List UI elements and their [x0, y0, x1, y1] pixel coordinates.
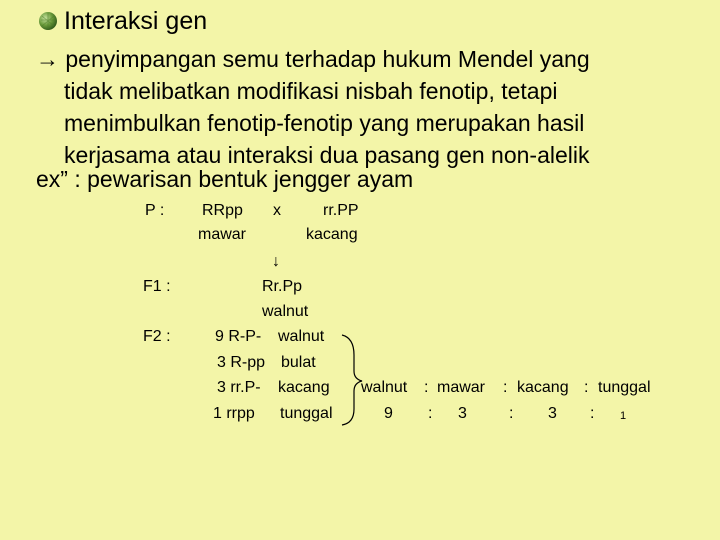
f1-label: F1 : [143, 278, 171, 295]
f2-genotype-3: 3 rr.P- [217, 379, 261, 396]
parent2-phenotype: kacang [306, 226, 358, 243]
ratio-name-mawar: mawar [437, 379, 486, 396]
cross-symbol: x [273, 202, 281, 219]
ratio-separator: : [503, 379, 508, 396]
ratio-separator: : [424, 379, 429, 396]
ratio-value-kacang: 3 [548, 405, 557, 422]
definition-line-1: → penyimpangan semu terhadap hukum Mendel yang [36, 46, 590, 72]
definition-line-4: kerjasama atau interaksi dua pasang gen non-alelik [64, 142, 590, 168]
example-line: ex” : pewarisan bentuk jengger ayam [36, 166, 414, 192]
f2-genotype-1: 9 R-P- [215, 328, 262, 345]
parent2-genotype: rr.PP [323, 202, 359, 219]
f1-phenotype: walnut [262, 303, 309, 320]
ratio-name-tunggal: tunggal [598, 379, 651, 396]
parent1-phenotype: mawar [198, 226, 247, 243]
f2-genotype-2: 3 R-pp [217, 354, 266, 371]
green-sphere-icon [38, 11, 58, 31]
ratio-value-walnut: 9 [384, 405, 393, 422]
down-arrow-icon: ↓ [272, 253, 280, 270]
f2-phenotype-3: kacang [278, 379, 330, 396]
f1-genotype: Rr.Pp [262, 278, 303, 295]
definition-line-3: menimbulkan fenotip-fenotip yang merupakan hasil [64, 110, 585, 136]
slide-title: Interaksi gen [64, 7, 208, 35]
f2-phenotype-2: bulat [281, 354, 316, 371]
ratio-separator: : [509, 405, 514, 422]
f2-phenotype-1: walnut [278, 328, 325, 345]
ratio-name-kacang: kacang [517, 379, 569, 396]
ratio-separator: : [590, 405, 595, 422]
parent1-genotype: RRpp [202, 202, 243, 219]
ratio-value-mawar: 3 [458, 405, 467, 422]
ratio-value-tunggal: 1 [620, 410, 627, 422]
f2-genotype-4: 1 rrpp [213, 405, 255, 422]
definition-line-2: tidak melibatkan modifikasi nisbah fenotip, tetapi [64, 78, 558, 104]
ratio-separator: : [584, 379, 589, 396]
f2-phenotype-4: tunggal [280, 405, 333, 422]
ratio-separator: : [428, 405, 433, 422]
ratio-name-walnut: walnut [361, 379, 408, 396]
p-label: P : [145, 202, 165, 219]
f2-label: F2 : [143, 328, 171, 345]
